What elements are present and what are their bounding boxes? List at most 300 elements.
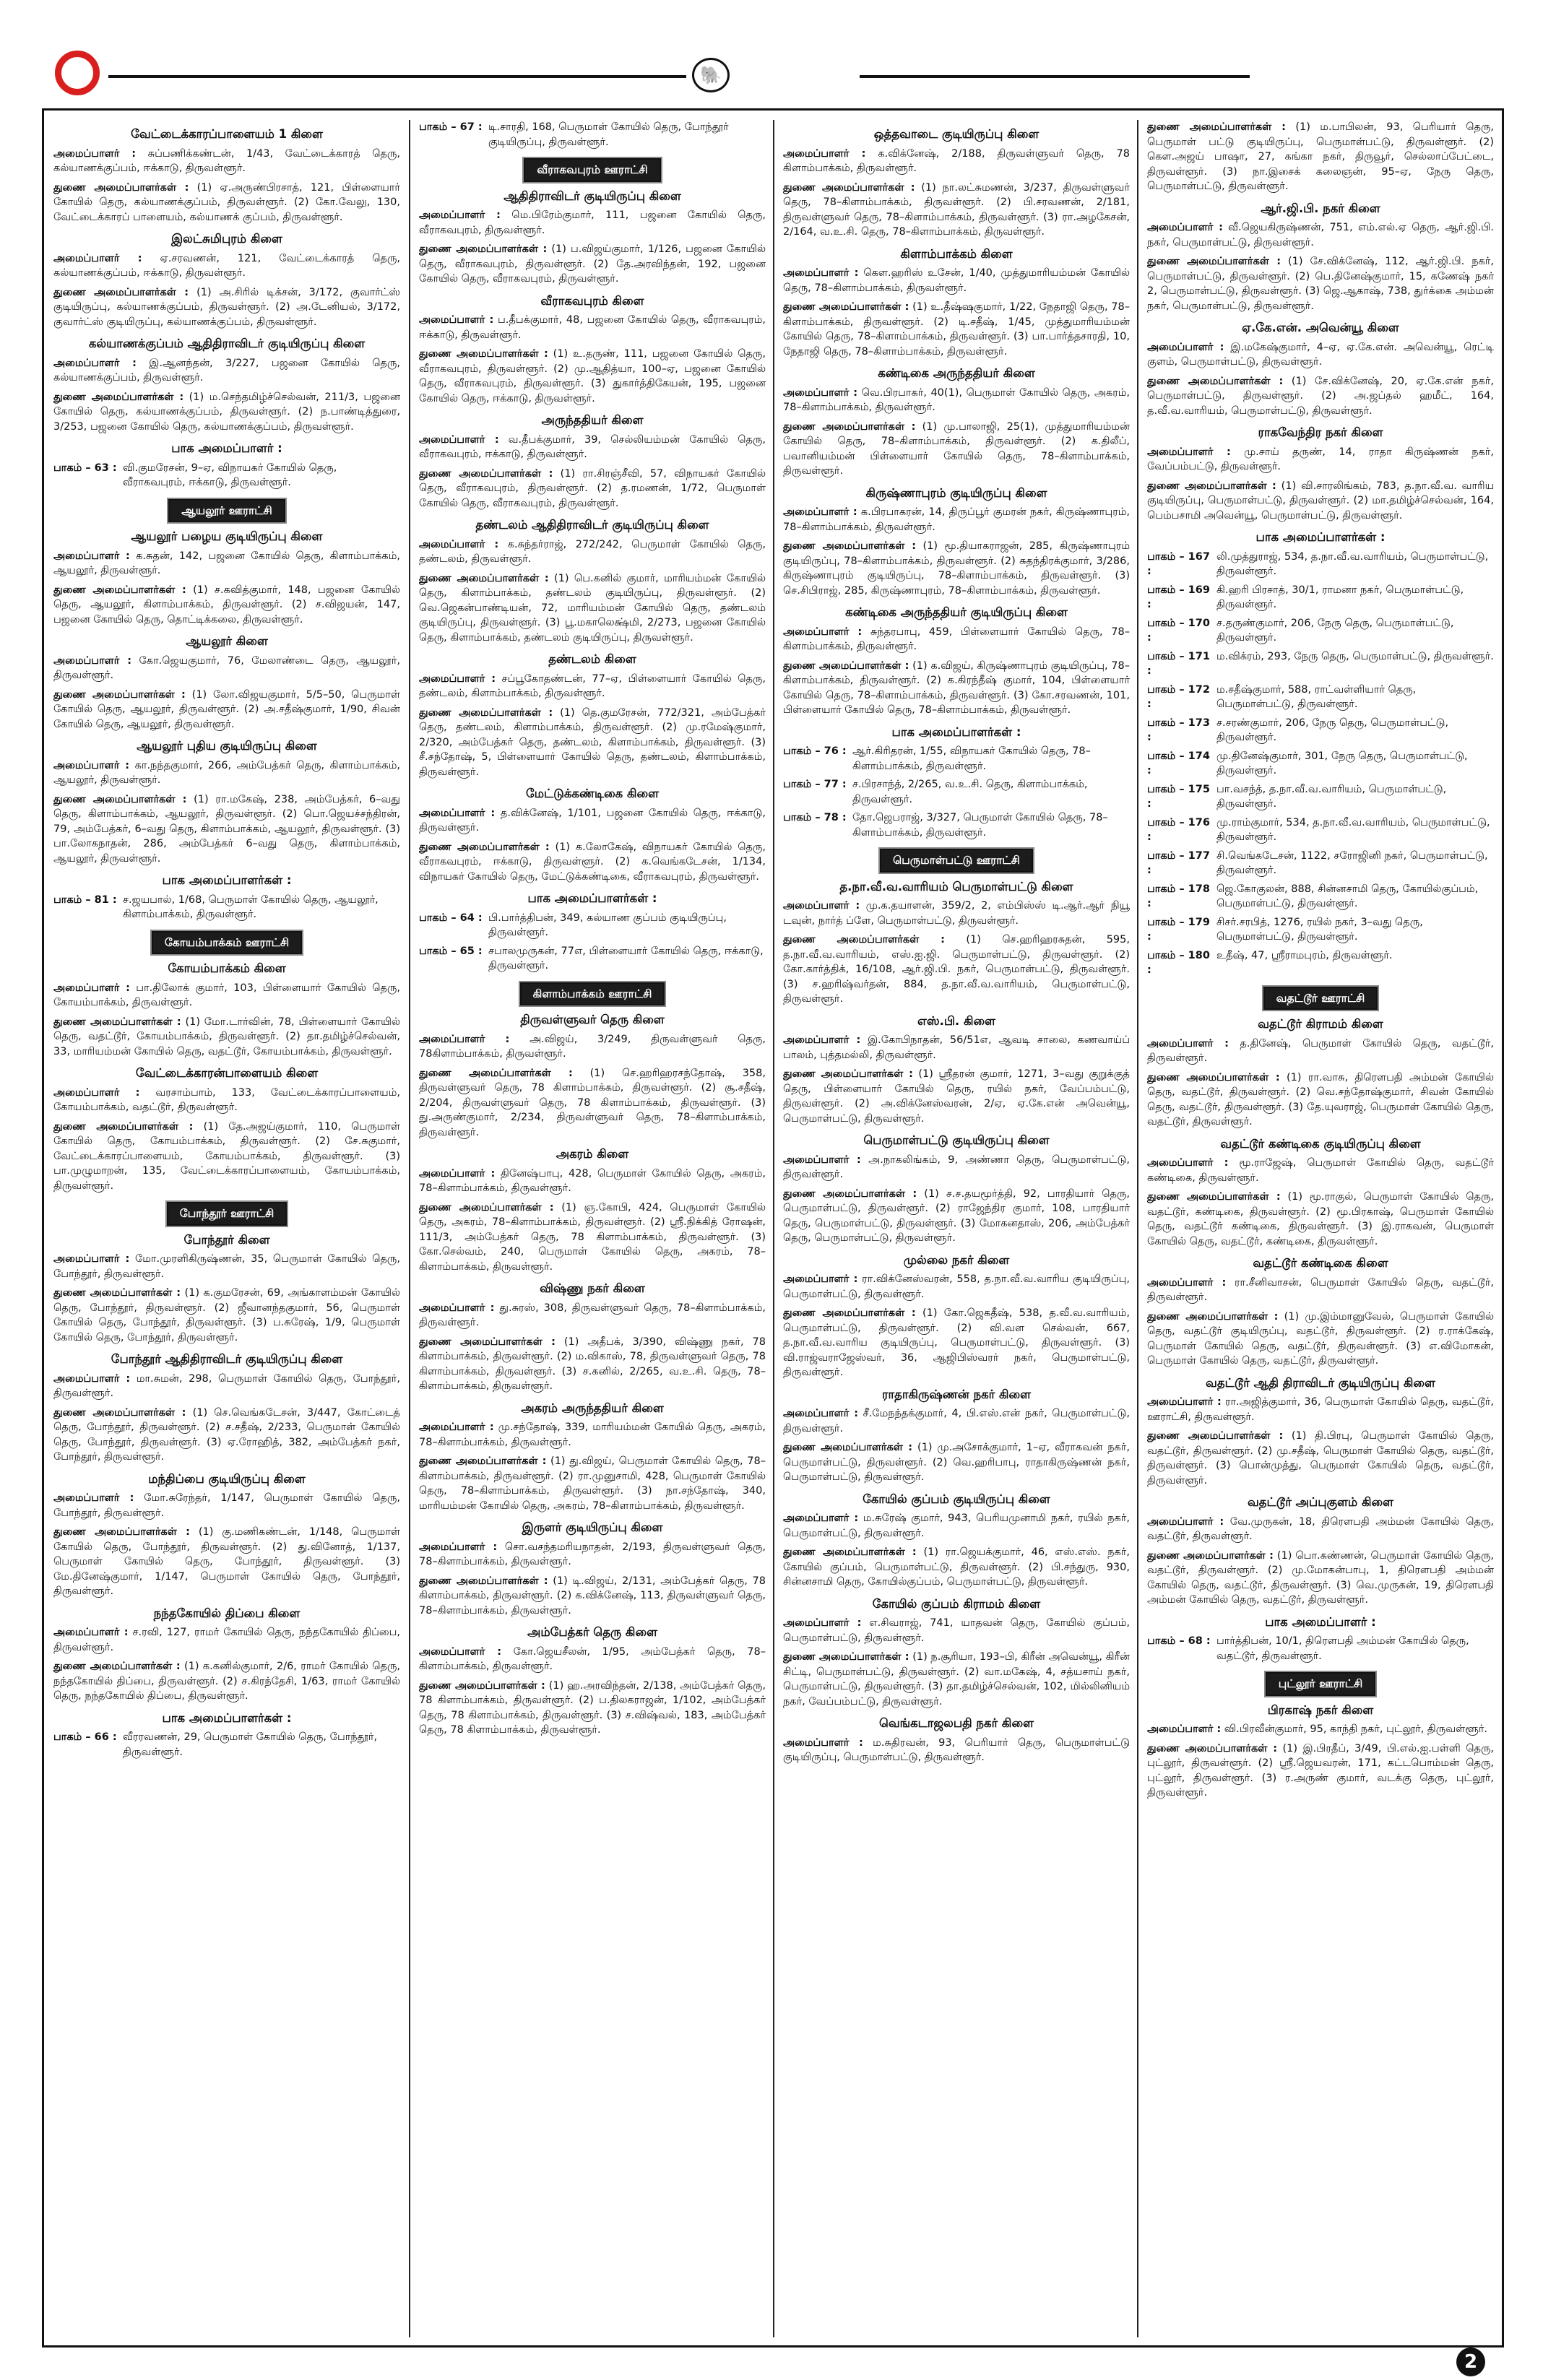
panchayat-section bbox=[419, 158, 766, 182]
member-details: (1) ச.கவித்குமார், 148, பஜனை கோயில் தெரு, ஆயலூர், கிளாம்பாக்கம், திருவள்ளூர். (2) ச.விஜயன், 147, பஜனை கோயில் தெரு, தொட்டிக்கலை, திருவள்ளூர். bbox=[53, 584, 400, 626]
member-entry bbox=[419, 1540, 766, 1570]
member-entry bbox=[1147, 1156, 1494, 1185]
role-label: அமைப்பாளர் : bbox=[419, 1302, 495, 1314]
branch-heading: அருந்ததியர் கிளை bbox=[541, 413, 644, 427]
member-entry bbox=[783, 1650, 1130, 1709]
ward-organiser: டி.சாரதி, 168, பெருமாள் கோயில் தெரு, போந்தூர் குடியிருப்பு, திருவள்ளூர். bbox=[488, 121, 729, 148]
member-details: (1) ரா.மகேஷ், 238, அம்பேத்கர், 6–வது தெரு, கிளாம்பாக்கம், ஆயலூர், திருவள்ளூர். (2) பொ.ஜெயச்சந்திரன், 79, அம்பேத்கர், 6–வது தெரு, கிளாம்பாக்கம், ஆயலூர், திருவள்ளூர். (3) பா.லோகநாதன், 286, அம்பேத்கர் 6–வது தெரு, கிளாம்பாக்கம், ஆயலூர், திருவள்ளூர். bbox=[53, 793, 400, 865]
role-label: அமைப்பாளர் : bbox=[419, 1541, 498, 1553]
role-label: அமைப்பாளர் : bbox=[1147, 1723, 1222, 1735]
branch-section bbox=[1147, 1495, 1494, 1663]
member-entry bbox=[783, 899, 1130, 928]
member-entry bbox=[53, 1406, 400, 1465]
member-entry bbox=[783, 420, 1130, 479]
member-entry bbox=[53, 1086, 400, 1115]
member-details: வி.பிரவீன்குமார், 95, காந்தி நகர், புட்லூர், திருவள்ளூர். bbox=[1221, 1723, 1488, 1735]
branch-heading: ராதாகிருஷ்ணன் நகர் கிளை bbox=[881, 1387, 1032, 1401]
role-label: அமைப்பாளர் : bbox=[1147, 222, 1223, 233]
role-label: துணை அமைப்பாளர்கள் : bbox=[53, 1016, 181, 1028]
role-label: துணை அமைப்பாளர்கள் : bbox=[53, 1406, 186, 1419]
branch-heading: கோயில் குப்பம் குடியிருப்பு கிளை bbox=[863, 1492, 1050, 1506]
member-details: (1) உ.தீஷ்ஷகுமார், 1/22, நேதாஜி தெரு, 78–கிளாம்பாக்கம், திருவள்ளூர். (2) டி.சதீஷ், 1/45, முத்துமாரியம்மன் கோயில் தெரு, 78–கிளாம்பாக்கம், திருவள்ளூர். (3) பா.பார்த்தசாரதி, 10, நேதாஜி தெரு, 78–கிளாம்பாக்கம், திருவள்ளூர். bbox=[783, 301, 1130, 358]
ward-organiser: ச.ஜயபால், 1/68, பெருமாள் கோயில் தெரு, ஆயலூர், கிளாம்பாக்கம், திருவள்ளூர். bbox=[123, 893, 379, 920]
member-details: (1) வி.சாரலிங்கம், 783, த.நா.வீ.வ. வாரிய குடியிருப்பு, பெருமாள்பட்டு, திருவள்ளூர். (2) மா.தமிழ்ச்செல்வன், 164, பெம்பசாமி அவென்யூ, பெருமாள்பட்டு, திருவள்ளூர். bbox=[1147, 480, 1494, 522]
role-label: துணை அமைப்பாளர்கள் : bbox=[419, 1455, 547, 1467]
member-details: (1) க.விஜய், கிருஷ்ணாபுரம் குடியிருப்பு, 78–கிளாம்பாக்கம், திருவள்ளூர். (2) க.கிரந்தீஷ் குமார், 104, பிள்ளையார் கோயில் தெரு, 78–கிளாம்பாக்கம், திருவள்ளூர். (3) கோ.சரவணன், 101, பிள்ளையார் கோயில் தெரு, 78–கிளாம்பாக்கம், திருவள்ளூர். bbox=[783, 659, 1130, 716]
member-entry bbox=[1147, 220, 1494, 250]
role-label: துணை அமைப்பாளர்கள் : bbox=[419, 348, 548, 360]
member-entry bbox=[53, 583, 400, 628]
role-label: அமைப்பாளர் : bbox=[1147, 446, 1231, 458]
member-entry bbox=[783, 505, 1130, 535]
member-details: (1) டி.விஜய், 2/131, அம்பேத்கர் தெரு, 78 கிளாம்பாக்கம், திருவள்ளூர். (2) க.விக்னேஷ், 113, திருவள்ளுவர் தெரு, 78–கிளாம்பாக்கம், திருவள்ளூர். bbox=[419, 1575, 766, 1617]
member-details: கோ.ஜெயகுமார், 76, மேலாண்டை தெரு, ஆயலூர், திருவள்ளூர். bbox=[53, 654, 400, 681]
member-entry bbox=[53, 758, 400, 788]
ward-number: பாகம் – 67 : bbox=[419, 121, 483, 133]
member-entry bbox=[1147, 374, 1494, 419]
role-label: அமைப்பாளர் : bbox=[1147, 1157, 1229, 1169]
role-label: துணை அமைப்பாளர்கள் : bbox=[419, 243, 548, 255]
ward-number: பாகம் – 65 : bbox=[419, 945, 483, 957]
member-entry bbox=[419, 571, 766, 646]
member-entry bbox=[1147, 445, 1494, 475]
branch-section bbox=[783, 1253, 1130, 1380]
member-entry bbox=[783, 386, 1130, 415]
ward-organiser: லி.முத்துராஜ், 534, த.நா.வீ.வ.வாரியம், பெருமாள்பட்டு, திருவள்ளூர். bbox=[1216, 550, 1489, 577]
panchayat-banner bbox=[53, 1202, 400, 1226]
ward-row bbox=[1147, 649, 1494, 679]
role-label: அமைப்பாளர் : bbox=[53, 1627, 129, 1638]
branch-heading: வெங்கடாஜலபதி நகர் கிளை bbox=[879, 1716, 1034, 1730]
role-label: துணை அமைப்பாளர்கள் : bbox=[53, 181, 189, 194]
member-entry bbox=[53, 1659, 400, 1704]
ward-number: பாகம் – 81 : bbox=[53, 893, 117, 906]
branch-heading: வீராகவபுரம் கிளை bbox=[540, 293, 644, 308]
member-entry bbox=[419, 467, 766, 511]
ward-number: பாகம் – 171 : bbox=[1147, 650, 1210, 677]
panchayat-banner bbox=[419, 982, 766, 1006]
member-entry bbox=[783, 300, 1130, 359]
branch-section bbox=[1147, 425, 1494, 978]
branch-section bbox=[419, 1625, 766, 1738]
member-entry bbox=[1147, 1722, 1494, 1737]
member-details: ஏ.சரவணன், 121, வேட்டைக்காரத் தெரு, கல்யாணக்குப்பம், ஈக்காடு, திருவள்ளூர். bbox=[53, 252, 400, 279]
member-details: (1) ஸ்ரீதரன் குமார், 1271, 3–வது குறுக்குத் தெரு, பிள்ளையார் கோயில் தெரு, ரயில் நகர், வேப்பம்பட்டு, திருவள்ளூர். (2) அ.விக்னேஸ்வரன், 2/ஏ, ஏ.கே.என் அவென்யூ, பெருமாள்பட்டு, திருவள்ளூர். bbox=[783, 1068, 1130, 1125]
member-entry bbox=[1147, 1310, 1494, 1369]
ward-number: பாகம் – 173 : bbox=[1147, 717, 1210, 743]
ward-row bbox=[1147, 915, 1494, 945]
member-entry bbox=[53, 1120, 400, 1194]
branch-section bbox=[419, 120, 766, 150]
branch-heading: பிரகாஷ் நகர் கிளை bbox=[1267, 1702, 1374, 1717]
member-details: இ.மகேஷ்குமார், 4–ஏ, ஏ.கே.என். அவென்யூ, ரெட்டி குளம், பெருமாள்பட்டு, திருவள்ளூர். bbox=[1147, 341, 1494, 368]
branch-section bbox=[783, 1492, 1130, 1590]
member-entry bbox=[1147, 1429, 1494, 1488]
member-entry bbox=[783, 1033, 1130, 1063]
role-label: துணை அமைப்பாளர்கள் : bbox=[783, 1068, 913, 1080]
member-details: வே.முருகன், 18, திரௌபதி அம்மன் கோயில் தெரு, வதட்டூர், திருவள்ளூர். bbox=[1147, 1515, 1494, 1542]
ward-organiser: சி.வெங்கடேசன், 1122, சரோஜினி நகர், பெருமாள்பட்டு, திருவள்ளூர். bbox=[1216, 849, 1488, 876]
role-label: அமைப்பாளர் : bbox=[419, 538, 499, 550]
role-label: துணை அமைப்பாளர்கள் : bbox=[53, 1120, 194, 1133]
branch-heading: முல்லை நகர் கிளை bbox=[903, 1252, 1010, 1267]
role-label: அமைப்பாளர் : bbox=[783, 626, 863, 638]
role-label: துணை அமைப்பாளர்கள் : bbox=[1147, 1191, 1281, 1203]
role-label: துணை அமைப்பாளர்கள் : bbox=[1147, 1071, 1280, 1083]
panchayat-banner bbox=[53, 931, 400, 955]
circle-logo-icon bbox=[55, 51, 100, 95]
member-entry bbox=[1147, 254, 1494, 313]
panchayat-banner-label: வதட்டூர் ஊராட்சி bbox=[1263, 987, 1378, 1011]
role-label: துணை அமைப்பாளர்கள் : bbox=[419, 706, 553, 719]
member-details: வ.தீபக்குமார், 39, செல்லியம்மன் கோயில் தெரு, வீராகவபுரம், ஈக்காடு, திருவள்ளூர். bbox=[419, 433, 766, 460]
role-label: துணை அமைப்பாளர்கள் : bbox=[53, 1287, 181, 1299]
ward-number: பாகம் – 68 : bbox=[1147, 1635, 1211, 1647]
branch-section bbox=[53, 1066, 400, 1193]
ward-number: பாகம் – 180 : bbox=[1147, 949, 1210, 976]
role-label: துணை அமைப்பாளர்கள் : bbox=[783, 181, 915, 194]
role-label: துணை அமைப்பாளர்கள் : bbox=[1147, 1310, 1279, 1323]
branch-section bbox=[1147, 120, 1494, 194]
role-label: துணை அமைப்பாளர்கள் : bbox=[783, 1546, 917, 1558]
role-label: துணை அமைப்பாளர்கள் : bbox=[53, 391, 184, 403]
ward-row bbox=[1147, 616, 1494, 646]
branch-heading: எஸ்.பி. கிளை bbox=[917, 1013, 995, 1028]
panchayat-section bbox=[1147, 1672, 1494, 1696]
ward-organiser: தோ.ஜெபராஜ், 3/327, பெருமாள் கோயில் தெரு, 78–கிளாம்பாக்கம், திருவள்ளூர். bbox=[852, 812, 1108, 839]
ward-row bbox=[1147, 882, 1494, 912]
branch-section bbox=[783, 1133, 1130, 1246]
panchayat-banner-label: ஆயலூர் ஊராட்சி bbox=[168, 499, 285, 523]
ward-row bbox=[783, 744, 1130, 774]
branch-heading: கோயம்பாக்கம் கிளை bbox=[168, 961, 286, 975]
member-details: (1) சே.விக்னேஷ், 20, ஏ.கே.என் நகர், பெருமாள்பட்டு, திருவள்ளூர். (2) அ.ஜப்தல் ஹமீட், 164, த.வீ.வ.வாரியம், பெருமாள்பட்டு, திருவள்ளூர். bbox=[1147, 375, 1494, 417]
role-label: அமைப்பாளர் : bbox=[53, 759, 130, 771]
branch-heading: விஷ்ணு நகர் கிளை bbox=[540, 1281, 645, 1295]
ward-number: பாகம் – 76 : bbox=[783, 745, 847, 757]
member-entry bbox=[53, 792, 400, 867]
role-label: அமைப்பாளர் : bbox=[1147, 1515, 1224, 1528]
role-label: அமைப்பாளர் : bbox=[53, 550, 130, 562]
role-label: அமைப்பாளர் : bbox=[1147, 341, 1224, 353]
role-label: அமைப்பாளர் : bbox=[53, 1492, 134, 1504]
role-label: அமைப்பாளர் : bbox=[783, 506, 857, 518]
role-label: அமைப்பாளர் : bbox=[53, 654, 132, 667]
ward-row bbox=[1147, 1634, 1494, 1663]
member-details: தினேஷ்பாபு, 428, பெருமாள் கோயில் தெரு, அகரம், 78–கிளாம்பாக்கம், திருவள்ளூர். bbox=[419, 1167, 766, 1194]
branch-section bbox=[1147, 1256, 1494, 1369]
member-details: (1) ந.சூரியா, 193–பி, கிரீன் அவென்யூ, கிரீன் சிட்டி, பெருமாள்பட்டு, திருவள்ளூர். (2) வா.மகேஷ், 4, சத்யசாய் நகர், பெருமாள்பட்டு, திருவள்ளூர். (3) தா.தமிழ்ச்செல்வன், 102, மில்லினியம் நகர், வேப்பம்பட்டு, திருவள்ளூர். bbox=[783, 1651, 1130, 1708]
ward-row bbox=[783, 777, 1130, 807]
member-details: மெ.பிரேம்குமார், 111, பஜனை கோயில் தெரு, வீராகவபுரம், திருவள்ளூர். bbox=[419, 209, 766, 236]
branch-section bbox=[419, 1281, 766, 1394]
ward-organisers-heading: பாக அமைப்பாளர் : bbox=[171, 441, 282, 455]
ward-organisers-heading: பாக அமைப்பாளர்கள் : bbox=[1255, 530, 1386, 544]
ward-number: பாகம் – 178 : bbox=[1147, 883, 1210, 909]
member-entry bbox=[419, 1066, 766, 1141]
ward-organiser: மு.தினேஷ்குமார், 301, நேரு தெரு, பெருமாள்பட்டு, திருவள்ளூர். bbox=[1216, 750, 1468, 776]
member-entry bbox=[53, 688, 400, 732]
panchayat-section bbox=[53, 499, 400, 523]
branch-section bbox=[783, 1716, 1130, 1765]
role-label: அமைப்பாளர் : bbox=[783, 1154, 861, 1166]
member-details: சுந்தரபாபு, 459, பிள்ளையார் கோயில் தெரு, 78–கிளாம்பாக்கம், திருவள்ளூர். bbox=[783, 626, 1130, 652]
member-entry bbox=[419, 1679, 766, 1738]
role-label: துணை அமைப்பாளர்கள் : bbox=[53, 1526, 190, 1538]
panchayat-section bbox=[53, 1202, 400, 1226]
member-entry bbox=[1147, 1070, 1494, 1130]
role-label: அமைப்பாளர் : bbox=[419, 1167, 496, 1180]
panchayat-banner bbox=[783, 849, 1130, 873]
branch-section bbox=[53, 739, 400, 922]
member-entry bbox=[1147, 1037, 1494, 1066]
ward-organiser: ச.சரண்குமார், 206, நேரு தெரு, பெருமாள்பட்டு, திருவள்ளூர். bbox=[1216, 717, 1449, 743]
member-details: (1) செ.வெங்கடேசன், 3/447, கோட்டைத் தெரு, போந்தூர், திருவள்ளூர். (2) ச.சதீஷ், 2/233, பெருமாள் கோயில் தெரு, போந்தூர், திருவள்ளூர். (3) ஏ.ரோஹித், 382, அம்பேத்கர் நகர், போந்தூர், திருவள்ளூர். bbox=[53, 1406, 400, 1463]
member-details: (1) ப.விஜய்குமார், 1/126, பஜனை கோயில் தெரு, வீராகவபுரம், திருவள்ளூர். (2) தே.அரவிந்தன், 192, பஜனை கோயில் தெரு, வீராகவபுரம், திருவள்ளூர். bbox=[419, 243, 766, 285]
branch-heading: இருளர் குடியிருப்பு கிளை bbox=[522, 1520, 663, 1534]
member-entry bbox=[783, 1272, 1130, 1302]
ward-row bbox=[1147, 849, 1494, 878]
member-entry bbox=[1147, 1276, 1494, 1305]
column-4 bbox=[1147, 120, 1494, 2337]
branch-heading: த.நா.வீ.வ.வாரியம் பெருமாள்பட்டு கிளை bbox=[839, 879, 1073, 893]
role-label: அமைப்பாளர் : bbox=[419, 1421, 494, 1433]
member-entry bbox=[783, 1406, 1130, 1436]
member-details: (1) மு.அசோக்குமார், 1–ஏ, வீராகவன் நகர், பெருமாள்பட்டு, திருவள்ளூர். (2) வெ.ஹரிபாபு, ராதாகிருஷ்ணன் நகர், பெருமாள்பட்டு, திருவள்ளூர். bbox=[783, 1442, 1130, 1483]
member-entry bbox=[419, 313, 766, 342]
role-label: அமைப்பாளர் : bbox=[1147, 1276, 1227, 1289]
panchayat-banner-label: பெருமாள்பட்டு ஊராட்சி bbox=[880, 849, 1033, 873]
branch-section bbox=[419, 294, 766, 407]
ward-row bbox=[1147, 749, 1494, 779]
member-entry bbox=[783, 1511, 1130, 1541]
branch-heading: கிளாம்பாக்கம் கிளை bbox=[900, 246, 1013, 261]
role-label: அமைப்பாளர் : bbox=[419, 433, 499, 446]
role-label: அமைப்பாளர் : bbox=[1147, 1396, 1222, 1408]
masthead bbox=[0, 0, 1543, 116]
branch-section bbox=[1147, 1017, 1494, 1130]
role-label: துணை அமைப்பாளர்கள் : bbox=[53, 584, 186, 596]
member-entry bbox=[783, 1153, 1130, 1182]
panchayat-banner bbox=[1147, 987, 1494, 1011]
branch-heading: ஆதிதிராவிடர் குடியிருப்பு கிளை bbox=[503, 189, 681, 203]
member-entry bbox=[783, 1545, 1130, 1590]
role-label: அமைப்பாளர் : bbox=[53, 1086, 140, 1099]
role-label: துணை அமைப்பாளர்கள் : bbox=[419, 572, 549, 584]
member-details: சப்பூகோதண்டன், 77–ஏ, பிள்ளையார் கோயில் தெரு, தண்டலம், கிளாம்பாக்கம், திருவள்ளூர். bbox=[419, 672, 766, 699]
panchayat-banner-label: வீராகவபுரம் ஊராட்சி bbox=[524, 158, 660, 182]
branch-section bbox=[53, 1606, 400, 1760]
member-details: மு.சந்தோஷ், 339, மாரியம்மன் கோயில் தெரு, அகரம், 78–கிளாம்பாக்கம், திருவள்ளூர். bbox=[419, 1421, 766, 1448]
member-details: (1) ஞ.கோபி, 424, பெருமாள் கோயில் தெரு, அகரம், 78–கிளாம்பாக்கம், திருவள்ளூர். (2) ஸ்ரீ.நிக்கித் ரோஷன், 111/3, அம்பேத்கர் தெரு, 78 கிளாம்பாக்கம், திருவள்ளூர். (3) கோ.செல்வம், 240, பெருமாள் கோயில் தெரு, அகரம், 78–கிளாம்பாக்கம், திருவள்ளூர். bbox=[419, 1201, 766, 1273]
ward-number: பாகம் – 77 : bbox=[783, 779, 847, 790]
role-label: துணை அமைப்பாளர்கள் : bbox=[1147, 375, 1284, 387]
ward-organiser: சபாலமுருகன், 77எ, பிள்ளையார் கோயில் தெரு, ஈக்காடு, திருவள்ளூர். bbox=[488, 945, 764, 972]
member-details: (1) இ.பிரதீப், 3/49, பி.எல்.ஐ.பள்ளி தெரு, புட்லூர், திருவள்ளூர். (2) ஸ்ரீ.ஜெயவரன், 171, கட்டபொம்மன் தெரு, புட்லூர், திருவள்ளூர். (3) ர.அருண் குமார், வடக்கு தெரு, புட்லூர், திருவள்ளூர். bbox=[1147, 1742, 1494, 1799]
member-details: (1) மு.இம்மானுவேல், பெருமாள் கோயில் தெரு, வதட்டூர் குடியிருப்பு, வதட்டூர், திருவள்ளூர். (2) ர.ராக்கேஷ், பெருமாள் கோயில் தெரு, வதட்டூர், திருவள்ளூர். (3) எ.விமோகன், பெருமாள் கோயில் தெரு, வதட்டூர், திருவள்ளூர். bbox=[1147, 1310, 1494, 1367]
ward-row bbox=[419, 120, 766, 150]
member-details: (1) பொ.கண்ணன், பெருமாள் கோயில் தெரு, வதட்டூர், திருவள்ளூர். (2) மு.மோகன்பாபு, 1, திரௌபதி அம்மன் கோயில் தெரு, வதட்டூர், திருவள்ளூர். (3) வெ.முருகன், 19, திரௌபதி அம்மன் கோயில் தெரு, வதட்டூர், திருவள்ளூர். bbox=[1147, 1549, 1494, 1606]
branch-section bbox=[783, 1597, 1130, 1710]
branch-heading: ராகவேந்திர நகர் கிளை bbox=[1258, 425, 1383, 439]
member-details: கௌ.ஹரிஸ் உசேன், 1/40, முத்துமாரியம்மன் கோயில் தெரு, 78–கிளாம்பாக்கம், திருவள்ளூர். bbox=[783, 267, 1130, 294]
member-details: (1) மு.பாலாஜி, 25(1), முத்துமாரியம்மன் கோயில் தெரு, 78–கிளாம்பாக்கம், திருவள்ளூர். (2) க.திலீப், பவானியம்மன் பிள்ளையார் கோயில் தெரு, 78–கிளாம்பாக்கம், திருவள்ளூர். bbox=[783, 420, 1130, 477]
member-entry bbox=[419, 433, 766, 462]
member-details: (1) உ.தருண், 111, பஜனை கோயில் தெரு, வீராகவபுரம், திருவள்ளூர். (2) மு.ஆதித்யா, 100–ஏ, பஜனை கோயில் தெரு, வீராகவபுரம், திருவள்ளூர். (3) துகார்த்திகேயன், 195, பஜனை கோயில் தெரு, ஈக்காடு, திருவள்ளூர். bbox=[419, 348, 766, 404]
branch-section bbox=[783, 127, 1130, 240]
panchayat-banner-label: போந்தூர் ஊராட்சி bbox=[167, 1202, 288, 1226]
role-label: துணை அமைப்பாளர்கள் : bbox=[1147, 480, 1276, 492]
role-label: துணை அமைப்பாளர்கள் : bbox=[783, 659, 909, 672]
panchayat-banner bbox=[1147, 1672, 1494, 1696]
role-label: துணை அமைப்பாளர்கள் : bbox=[419, 1201, 554, 1213]
panchayat-banner-label: கிளாம்பாக்கம் ஊராட்சி bbox=[520, 982, 665, 1006]
member-details: இ.கோபிநாதன், 56/51எ, ஆவடி சாலை, கணவாய்ப் பாலம், புத்தமல்லி, திருவள்ளூர். bbox=[783, 1034, 1130, 1061]
member-entry bbox=[53, 1252, 400, 1281]
member-entry bbox=[53, 1625, 400, 1655]
member-details: (1) ச.ச.தயமூர்த்தி, 92, பாரதியார் தெரு, பெருமாள்பட்டு, திருவள்ளூர். (2) ராஜேந்திர குமார், 108, பாரதியார் தெரு, பெருமாள்பட்டு, திருவள்ளூர். (3) மோகனதாஸ், 206, அம்பேத்கர் தெரு, பெருமாள்பட்டு, திருவள்ளூர். bbox=[783, 1187, 1130, 1244]
member-details: சுப்பணிக்கண்டன், 1/43, வேட்டைக்காரத் தெரு, கல்யாணக்குப்பம், ஈக்காடு, திருவள்ளூர். bbox=[53, 147, 400, 174]
member-details: (1) க.குமரேசன், 69, அங்காளம்மன் கோயில் தெரு, போந்தூர், திருவள்ளூர். (2) ஜீவானந்தகுமார், 56, பெருமாள் கோயில் தெரு, போந்தூர், திருவள்ளூர். (3) ப.சுரேஷ், 1/9, பெருமாள் கோயில் தெரு, போந்தூர், திருவள்ளூர். bbox=[53, 1287, 400, 1343]
member-entry bbox=[53, 356, 400, 386]
role-label: அமைப்பாளர் : bbox=[783, 1273, 858, 1285]
branch-section bbox=[53, 634, 400, 732]
branch-section bbox=[53, 127, 400, 225]
branch-heading: போந்தூர் ஆதிதிராவிடர் குடியிருப்பு கிளை bbox=[111, 1352, 343, 1366]
role-label: துணை அமைப்பாளர்கள் : bbox=[1147, 256, 1281, 267]
branch-heading: ஆயலூர் கிளை bbox=[186, 634, 268, 648]
ward-organisers-heading: பாக அமைப்பாளர் : bbox=[1265, 1614, 1376, 1629]
member-details: (1) லோ.விஜயகுமார், 5/5–50, பெருமாள் கோயில் தெரு, ஆயலூர், திருவள்ளூர். (2) அ.சதீஷ்குமார், 1/90, சிவன் கோயில் தெரு, ஆயலூர், திருவள்ளூர். bbox=[53, 688, 400, 730]
branch-heading: ஏ.கே.என். அவென்யூ கிளை bbox=[1242, 321, 1399, 334]
role-label: அமைப்பாளர் : bbox=[419, 209, 501, 221]
member-details: (1) ஹ.அரவிந்தன், 2/138, அம்பேத்கர் தெரு, 78 கிளாம்பாக்கம், திருவள்ளூர். (2) ப.திலகராஜன், 1/102, அம்பேத்கர் தெரு, 78 கிளாம்பாக்கம், திருவள்ளூர். (3) ச.விஷ்வல், 183, அம்பேத்கர் தெரு, 78 கிளாம்பாக்கம், திருவள்ளூர். bbox=[419, 1679, 766, 1736]
role-label: அமைப்பாளர் : bbox=[419, 1033, 510, 1045]
branch-heading: கல்யாணக்குப்பம் ஆதிதிராவிடர் குடியிருப்பு கிளை bbox=[88, 337, 366, 350]
role-label: துணை அமைப்பாளர்கள் : bbox=[419, 1067, 573, 1079]
ward-row bbox=[1147, 815, 1494, 845]
member-entry bbox=[1147, 1549, 1494, 1608]
role-label: துணை அமைப்பாளர்கள் : bbox=[1147, 1742, 1278, 1754]
member-entry bbox=[419, 672, 766, 701]
role-label: துணை அமைப்பாளர்கள் : bbox=[53, 1661, 181, 1672]
branch-heading: திருவள்ளுவர் தெரு கிளை bbox=[520, 1013, 665, 1026]
member-entry bbox=[783, 1440, 1130, 1485]
member-entry bbox=[53, 981, 400, 1011]
member-entry bbox=[1147, 1395, 1494, 1424]
ward-number: பாகம் – 63 : bbox=[53, 462, 117, 474]
panchayat-section bbox=[53, 931, 400, 955]
panchayat-section bbox=[783, 849, 1130, 873]
member-details: மு.சாய் தருண், 14, ராதா கிருஷ்ணன் நகர், வேப்பம்பட்டு, திருவள்ளூர். bbox=[1147, 446, 1494, 472]
member-details: (1) து.விஜய், பெருமாள் கோயில் தெரு, 78–கிளாம்பாக்கம், திருவள்ளூர். (2) ரா.முனுசாமி, 428, பெருமாள் கோயில் தெரு, 78–கிளாம்பாக்கம், திருவள்ளூர். (3) நா.சந்தோஷ், 340, மாரியம்மன் கோயில் தெரு, அகரம், 78–கிளாம்பாக்கம், திருவள்ளூர். bbox=[419, 1455, 766, 1512]
branch-section bbox=[419, 1147, 766, 1274]
branch-section bbox=[783, 486, 1130, 599]
branch-heading: மேட்டுக்கண்டிகை கிளை bbox=[525, 787, 660, 800]
ward-organiser: உதீஷ், 47, ஸ்ரீராமபுரம், திருவள்ளூர். bbox=[1216, 949, 1393, 961]
panchayat-banner-label: புட்லூர் ஊராட்சி bbox=[1266, 1672, 1375, 1696]
member-entry bbox=[1147, 340, 1494, 370]
column-2 bbox=[419, 120, 766, 2337]
member-entry bbox=[419, 1454, 766, 1513]
branch-heading: ஒத்தவாடை குடியிருப்பு கிளை bbox=[873, 127, 1040, 141]
member-entry bbox=[53, 251, 400, 281]
member-details: (1) கு.மணிகண்டன், 1/148, பெருமாள் கோயில் தெரு, போந்தூர், திருவள்ளூர். (2) து.வினோத், 1/137, பெருமாள் கோயில் தெரு, போந்தூர், திருவள்ளூர். (3) மே.தினேஷ்குமார், 1/147, பெருமாள் கோயில் தெரு, போந்தூர், திருவள்ளூர். bbox=[53, 1526, 400, 1597]
branch-section bbox=[1147, 1376, 1494, 1489]
member-details: க.பிரபாகரன், 14, திருப்பூர் குமரன் நகர், கிருஷ்ணாபுரம், 78–கிளாம்பாக்கம், திருவள்ளூர். bbox=[783, 506, 1130, 533]
member-details: மா.சுமன், 298, பெருமாள் கோயில் தெரு, போந்தூர், திருவள்ளூர். bbox=[53, 1372, 400, 1399]
role-label: துணை அமைப்பாளர்கள் : bbox=[419, 467, 553, 480]
ward-row bbox=[53, 461, 400, 490]
member-details: (1) மோ.டார்வின், 78, பிள்ளையார் கோயில் தெரு, வதட்டூர், கோயம்பாக்கம், திருவள்ளூர். (2) தா.தமிழ்ச்செல்வன், 33, மாரியம்மன் கோயில் தெரு, வதட்டூர், கோயம்பாக்கம், திருவள்ளூர். bbox=[53, 1016, 400, 1057]
member-entry bbox=[419, 1645, 766, 1674]
member-details: (1) நா.லட்சுமணன், 3/237, திருவள்ளுவர் தெரு, 78–கிளாம்பாக்கம், திருவள்ளூர். (2) பி.சரவணன், 2/181, திருவள்ளுவர் தெரு, 78–கிளாம்பாக்கம், திருவள்ளூர். (3) ரா.அழகேசன், 2/164, வ.உ.சி. தெரு, 78–கிளாம்பாக்கம், திருவள்ளூர். bbox=[783, 181, 1130, 238]
ward-organiser: வி.குமரேசன், 9–ஏ, விநாயகர் கோயில் தெரு, வீராகவபுரம், ஈக்காடு, திருவள்ளூர். bbox=[123, 462, 337, 488]
branch-section bbox=[53, 961, 400, 1059]
member-details: (1) ஏ.அருண்பிரசாத், 121, பிள்ளையார் கோயில் தெரு, கல்யாணக்குப்பம், திருவள்ளூர். (2) கோ.வேலு, 130, வேட்டைக்காரப் பாளையம், கல்யாணக் குப்பம், திருவள்ளூர். bbox=[53, 181, 400, 223]
member-details: க.விக்னேஷ், 2/188, திருவள்ளுவர் தெரு, 78 கிளாம்பாக்கம், திருவள்ளூர். bbox=[783, 147, 1130, 174]
branch-section bbox=[419, 1520, 766, 1618]
ward-organiser: ம.சதீஷ்குமார், 588, ராட்வள்ளியார் தெரு, பெருமாள்பட்டு, திருவள்ளூர். bbox=[1216, 683, 1417, 710]
elephant-logo-icon: 🐘 bbox=[692, 58, 730, 92]
ward-number: பாகம் – 179 : bbox=[1147, 916, 1210, 943]
ward-row bbox=[1147, 716, 1494, 745]
member-details: ப.தீபக்குமார், 48, பஜனை கோயில் தெரு, வீராகவபுரம், ஈக்காடு, திருவள்ளூர். bbox=[419, 314, 766, 341]
ward-row bbox=[419, 944, 766, 974]
member-details: (1) ம.செந்தமிழ்ச்செல்வன், 211/3, பஜனை கோயில் தெரு, கல்யாணக்குப்பம், திருவள்ளூர். (2) ந.பாண்டித்துரை, 3/253, பஜனை கோயில் தெரு, கல்யாணக்குப்பம், திருவள்ளூர். bbox=[53, 391, 400, 433]
panchayat-banner bbox=[53, 499, 400, 523]
ward-row bbox=[53, 1730, 400, 1760]
role-label: துணை அமைப்பாளர்கள் : bbox=[783, 301, 909, 313]
ward-organiser: ம.விக்ரம், 293, நேரு தெரு, பெருமாள்பட்டு, திருவள்ளூர். bbox=[1216, 650, 1494, 662]
member-entry bbox=[419, 242, 766, 287]
ward-number: பாகம் – 177 : bbox=[1147, 849, 1210, 876]
branch-heading: வதட்டூர் கண்டிகை கிளை bbox=[1253, 1256, 1388, 1270]
role-label: அமைப்பாளர் : bbox=[53, 357, 137, 369]
ward-organiser: கி.ஹரி பிரசாத், 30/1, ராமனா நகர், பெருமாள்பட்டு, திருவள்ளூர். bbox=[1216, 584, 1464, 610]
member-details: (1) மூ.தியாகராஜன், 285, கிருஷ்ணாபுரம் குடியிருப்பு, 78–கிளாம்பாக்கம், திருவள்ளூர். (2) சுதந்திரக்குமார், 3/286, கிருஷ்ணாபுரம் குடியிருப்பு, 78–கிளாம்பாக்கம், திருவள்ளூர். (3) செ.சிபிராஜ், 285, கிருஷ்ணாபுரம், 78–கிளாம்பாக்கம், திருவள்ளூர். bbox=[783, 540, 1130, 597]
role-label: அமைப்பாளர் : bbox=[783, 900, 860, 912]
ward-number: பாகம் – 172 : bbox=[1147, 683, 1210, 710]
member-details: ச.ரவி, 127, ராமர் கோயில் தெரு, நந்தகோயில் திப்பை, திருவள்ளூர். bbox=[53, 1627, 400, 1653]
role-label: துணை அமைப்பாளர்கள் : bbox=[1147, 121, 1286, 133]
branch-heading: போந்தூர் கிளை bbox=[183, 1232, 270, 1247]
role-label: துணை அமைப்பாளர்கள் : bbox=[783, 934, 945, 945]
member-details: த.தினேஷ், பெருமாள் கோயில் தெரு, வதட்டூர், திருவள்ளூர். bbox=[1147, 1037, 1494, 1064]
branch-section bbox=[419, 1013, 766, 1140]
ward-row bbox=[1147, 550, 1494, 579]
ward-organiser: ச.தருண்குமார், 206, நேரு தெரு, பெருமாள்பட்டு, திருவள்ளூர். bbox=[1216, 617, 1454, 644]
member-details: (1) க.கனில்குமார், 2/6, ராமர் கோயில் தெரு, நந்தகோயில் திப்பை, திருவள்ளூர். (2) ச.கிரந்தேசி, 1/63, ராமர் கோயில் தெரு, நந்தகோயில் திப்பை, திருவள்ளூர். bbox=[53, 1661, 400, 1702]
branch-heading: கோயில் குப்பம் கிராமம் கிளை bbox=[872, 1596, 1041, 1611]
ward-number: பாகம் – 78 : bbox=[783, 812, 847, 823]
branch-section bbox=[1147, 1137, 1494, 1250]
branch-section bbox=[783, 880, 1130, 1007]
branch-heading: பெருமாள்பட்டு குடியிருப்பு கிளை bbox=[863, 1133, 1050, 1147]
member-details: (1) ரா.ஜெயக்குமார், 46, எஸ்.எஸ். நகர், கோயில் குப்பம், பெருமாள்பட்டு, திருவள்ளூர். (2) பி.சந்துரு, 930, சின்னசாமி தெரு, கோயில்குப்பம், பெருமாள்பட்டு, திருவள்ளூர். bbox=[783, 1546, 1130, 1588]
member-details: மோ.முரளிகிருஷ்ணன், 35, பெருமாள் கோயில் தெரு, போந்தூர், திருவள்ளூர். bbox=[53, 1253, 400, 1280]
role-label: துணை அமைப்பாளர்கள் : bbox=[783, 1187, 917, 1200]
branch-section bbox=[783, 605, 1130, 840]
branch-section bbox=[419, 652, 766, 779]
column-divider bbox=[1137, 120, 1138, 2337]
role-label: அமைப்பாளர் : bbox=[419, 807, 496, 819]
branch-heading: வதட்டூர் கிராமம் கிளை bbox=[1258, 1017, 1383, 1031]
branch-section bbox=[53, 232, 400, 329]
ward-row bbox=[419, 911, 766, 940]
column-1 bbox=[53, 120, 400, 2337]
branch-section bbox=[53, 1233, 400, 1346]
